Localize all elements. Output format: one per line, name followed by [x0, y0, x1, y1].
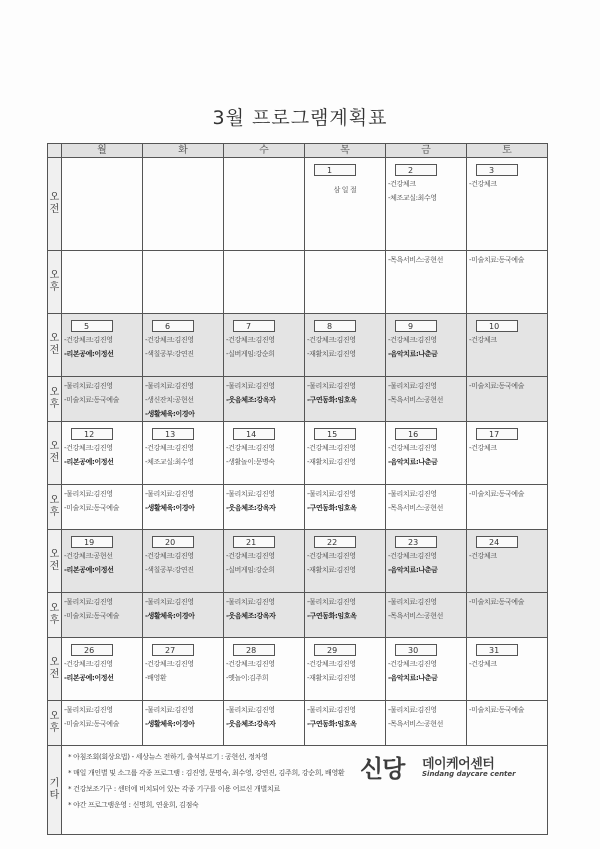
pm-label: 오 후 — [48, 701, 62, 746]
program-entry: -물리치료:김진영 — [145, 598, 194, 606]
program-entry: -구연동화:임호옥 — [307, 612, 357, 620]
program-entry: -미술치료:동국예술 — [469, 706, 524, 714]
week-3-am-row — [48, 422, 548, 485]
day-number: 6 — [152, 320, 194, 332]
day-cell — [467, 701, 548, 746]
day-cell — [467, 314, 548, 377]
program-entry: -건강체크:김진영 — [388, 444, 437, 452]
program-entry: -체조교실:최수영 — [388, 194, 437, 202]
weekday-header-row — [48, 144, 548, 158]
program-entry: -생활놀이:문명숙 — [226, 458, 275, 466]
week-2-am-row — [48, 314, 548, 377]
program-entry: -물리치료:김진영 — [64, 382, 113, 390]
day-cell — [224, 593, 305, 638]
day-cell — [386, 251, 467, 314]
day-cell — [467, 485, 548, 530]
program-entry: -건강체크:김진영 — [145, 336, 194, 344]
program-entry: -물리치료:김진영 — [226, 382, 275, 390]
logo-sub-text: 데이케어센터 — [422, 757, 495, 772]
program-entry: -건강체크:김진영 — [226, 336, 275, 344]
program-entry: -리본공예:이정선 — [64, 350, 114, 358]
day-number: 24 — [476, 536, 518, 548]
program-entry: -미술치료:동국예술 — [469, 382, 524, 390]
program-entry: 삼 일 절 — [333, 186, 357, 194]
program-entry: -물리치료:김진영 — [307, 382, 356, 390]
program-entry: -색칠공부:강연진 — [145, 566, 194, 574]
note-line: * 아침조회(회상요법) - 세상뉴스 전하기, 출석부르기 : 공현선, 정차영 — [68, 753, 268, 761]
day-cell — [143, 314, 224, 377]
day-number: 8 — [314, 320, 356, 332]
header-corner — [48, 144, 62, 158]
day-number: 28 — [233, 644, 275, 656]
day-cell — [386, 638, 467, 701]
pm-label: 오 후 — [48, 377, 62, 422]
program-entry: -재활치료:김진영 — [307, 674, 356, 682]
program-entry: -건강체크 — [388, 180, 416, 188]
program-entry: -물리치료:김진영 — [145, 382, 194, 390]
program-entry: -물리치료:김진영 — [64, 706, 113, 714]
week-2-pm-row — [48, 377, 548, 422]
day-cell — [305, 422, 386, 485]
note-line: * 매일 개인별 및 소그룹 각종 프로그램 : 김진영, 문명숙, 최수영, 강연진, 김주희, 강순희, 배영환 — [68, 769, 345, 777]
weekday-header: 목 — [305, 144, 386, 158]
program-entry: -건강체크:김진영 — [64, 444, 113, 452]
program-entry: -물리치료:김진영 — [307, 706, 356, 714]
program-entry: -웃음체조:강옥자 — [226, 396, 276, 404]
day-cell — [224, 251, 305, 314]
program-entry: -물리치료:김진영 — [388, 382, 437, 390]
note-line: * 건강보조기구 : 센터에 비치되어 있는 각종 기구를 이용 어르신 개별치료 — [68, 785, 280, 793]
program-entry: -물리치료:김진영 — [226, 490, 275, 498]
day-cell — [143, 422, 224, 485]
am-label: 오 전 — [48, 638, 62, 701]
am-label: 오 전 — [48, 314, 62, 377]
program-entry: -물리치료:김진영 — [307, 490, 356, 498]
day-cell — [224, 314, 305, 377]
program-entry: -목욕서비스:공현선 — [388, 504, 443, 512]
program-entry: -미술치료:동국예술 — [64, 612, 119, 620]
program-entry: -건강체크:김진영 — [64, 336, 113, 344]
program-entry: -리본공예:이정선 — [64, 566, 114, 574]
day-number: 21 — [233, 536, 275, 548]
program-entry: -미술치료:동국예술 — [469, 598, 524, 606]
program-entry: -물리치료:김진영 — [226, 598, 275, 606]
program-entry: -체조교실:최수영 — [145, 458, 194, 466]
day-cell — [224, 530, 305, 593]
day-cell — [224, 158, 305, 251]
program-entry: -음악치료:나춘금 — [388, 458, 438, 466]
day-number: 2 — [395, 164, 437, 176]
day-cell — [62, 530, 143, 593]
program-entry: -생활체육:이경아 — [145, 612, 195, 620]
program-entry: -물리치료:김진영 — [64, 598, 113, 606]
program-entry: -음악치료:나춘금 — [388, 674, 438, 682]
day-cell — [62, 701, 143, 746]
day-cell — [62, 422, 143, 485]
day-cell — [143, 593, 224, 638]
program-entry: -목욕서비스:공현선 — [388, 612, 443, 620]
day-number: 9 — [395, 320, 437, 332]
program-entry: -생활체육:이경아 — [145, 720, 195, 728]
day-cell — [224, 638, 305, 701]
day-cell — [62, 638, 143, 701]
day-cell — [305, 638, 386, 701]
day-number: 27 — [152, 644, 194, 656]
day-cell — [305, 377, 386, 422]
program-entry: -미술치료:동국예술 — [469, 256, 524, 264]
day-number: 13 — [152, 428, 194, 440]
program-entry: -물리치료:김진영 — [64, 490, 113, 498]
day-cell — [62, 158, 143, 251]
day-cell — [62, 314, 143, 377]
program-entry: -음악치료:나춘금 — [388, 566, 438, 574]
program-entry: -생활체육:이경아 — [145, 504, 195, 512]
weekday-header: 화 — [143, 144, 224, 158]
schedule-table — [47, 143, 548, 835]
day-cell — [305, 701, 386, 746]
page-title: 3월 프로그램계획표 — [212, 107, 388, 129]
day-number: 10 — [476, 320, 518, 332]
day-cell — [305, 314, 386, 377]
day-cell — [305, 158, 386, 251]
program-entry: -건강체크:김진영 — [388, 660, 437, 668]
day-cell — [305, 485, 386, 530]
day-cell — [467, 638, 548, 701]
day-cell — [386, 377, 467, 422]
logo-main-text: 신당 — [360, 755, 405, 783]
program-entry: -구연동화:임호옥 — [307, 504, 357, 512]
day-cell — [305, 530, 386, 593]
program-entry: -건강체크 — [469, 660, 497, 668]
pm-label: 오 후 — [48, 485, 62, 530]
program-entry: -웃음체조:강옥자 — [226, 612, 276, 620]
day-cell — [62, 251, 143, 314]
program-entry: -웃음체조:강옥자 — [226, 720, 276, 728]
day-number: 30 — [395, 644, 437, 656]
program-entry: -건강체크:김진영 — [145, 660, 194, 668]
day-cell — [386, 593, 467, 638]
logo-english-text: Sindang daycare center — [422, 770, 516, 778]
week-1-am-row — [48, 158, 548, 251]
day-cell — [386, 485, 467, 530]
day-cell — [224, 485, 305, 530]
day-number: 26 — [71, 644, 113, 656]
am-label: 오 전 — [48, 158, 62, 251]
day-cell — [386, 314, 467, 377]
day-cell — [386, 422, 467, 485]
program-entry: -물리치료:김진영 — [307, 598, 356, 606]
day-number: 14 — [233, 428, 275, 440]
day-cell — [62, 485, 143, 530]
day-cell — [224, 701, 305, 746]
day-cell — [305, 593, 386, 638]
program-entry: -건강체크:김진영 — [307, 552, 356, 560]
program-entry: -생신잔치:공현선 — [145, 396, 194, 404]
program-entry: -목욕서비스:공현선 — [388, 396, 443, 404]
program-entry: -웃음체조:강옥자 — [226, 504, 276, 512]
program-entry: -건강체크 — [469, 444, 497, 452]
day-cell — [62, 377, 143, 422]
day-cell — [143, 530, 224, 593]
day-number: 1 — [314, 164, 356, 176]
day-number: 3 — [476, 164, 518, 176]
am-label: 오 전 — [48, 422, 62, 485]
note-line: * 야간 프로그램운영 : 신명희, 연윤희, 김점숙 — [68, 801, 199, 809]
program-entry: -물리치료:김진영 — [388, 706, 437, 714]
program-entry: -건강체크:김진영 — [307, 660, 356, 668]
day-number: 22 — [314, 536, 356, 548]
day-cell — [143, 251, 224, 314]
day-number: 19 — [71, 536, 113, 548]
program-entry: -건강체크 — [469, 180, 497, 188]
program-entry: -건강체크:김진영 — [388, 336, 437, 344]
program-entry: -배영환 — [145, 674, 167, 682]
day-number: 31 — [476, 644, 518, 656]
program-entry: -건강체크:김진영 — [388, 552, 437, 560]
day-cell — [62, 593, 143, 638]
day-number: 20 — [152, 536, 194, 548]
program-entry: -건강체크 — [469, 336, 497, 344]
day-number: 15 — [314, 428, 356, 440]
program-entry: -건강체크:김진영 — [64, 660, 113, 668]
day-cell — [386, 530, 467, 593]
day-cell — [305, 251, 386, 314]
weekday-header: 금 — [386, 144, 467, 158]
day-number: 16 — [395, 428, 437, 440]
program-entry: -건강체크:김진영 — [226, 660, 275, 668]
day-number: 29 — [314, 644, 356, 656]
program-entry: -실버게임:강순희 — [226, 566, 275, 574]
day-cell — [467, 377, 548, 422]
program-entry: -목욕서비스:공현선 — [388, 256, 443, 264]
day-cell — [224, 422, 305, 485]
program-entry: -건강체크:김진영 — [145, 552, 194, 560]
program-entry: -미술치료:동국예술 — [469, 490, 524, 498]
program-entry: -건강체크:김진영 — [145, 444, 194, 452]
day-cell — [467, 158, 548, 251]
program-entry: -물리치료:김진영 — [388, 490, 437, 498]
week-3-pm-row — [48, 485, 548, 530]
program-entry: -구연동화:임호옥 — [307, 396, 357, 404]
day-number: 17 — [476, 428, 518, 440]
day-number: 12 — [71, 428, 113, 440]
day-cell — [386, 701, 467, 746]
program-entry: -실버게임:강순희 — [226, 350, 275, 358]
program-entry: -건강체크:공현선 — [64, 552, 113, 560]
day-cell — [143, 377, 224, 422]
program-entry: -미술치료:동국예술 — [64, 504, 119, 512]
program-entry: -물리치료:김진영 — [145, 706, 194, 714]
day-cell — [386, 158, 467, 251]
program-entry: -생활체육:이경아 — [145, 410, 195, 418]
day-cell — [467, 422, 548, 485]
program-entry: -건강체크:김진영 — [226, 444, 275, 452]
day-cell — [467, 530, 548, 593]
week-4-am-row — [48, 530, 548, 593]
day-cell — [143, 485, 224, 530]
day-cell — [143, 701, 224, 746]
program-entry: -옛놀이:김주희 — [226, 674, 269, 682]
program-entry: -미술치료:동국예술 — [64, 396, 119, 404]
day-cell — [224, 377, 305, 422]
day-cell — [143, 638, 224, 701]
day-number: 7 — [233, 320, 275, 332]
weekday-header: 수 — [224, 144, 305, 158]
day-cell — [467, 593, 548, 638]
center-logo — [360, 752, 550, 782]
am-label: 오 전 — [48, 530, 62, 593]
program-entry: -물리치료:김진영 — [226, 706, 275, 714]
week-4-pm-row — [48, 593, 548, 638]
week-5-am-row — [48, 638, 548, 701]
program-entry: -건강체크 — [469, 552, 497, 560]
program-entry: -구연동화:임호옥 — [307, 720, 357, 728]
etc-label: 기 타 — [48, 746, 62, 835]
program-entry: -재활치료:김진영 — [307, 458, 356, 466]
program-entry: -음악치료:나춘금 — [388, 350, 438, 358]
pm-label: 오 후 — [48, 593, 62, 638]
weekday-header: 월 — [62, 144, 143, 158]
day-number: 23 — [395, 536, 437, 548]
program-entry: -물리치료:김진영 — [145, 490, 194, 498]
day-number: 5 — [71, 320, 113, 332]
program-entry: -목욕서비스:공현선 — [388, 720, 443, 728]
day-cell — [143, 158, 224, 251]
program-entry: -건강체크:김진영 — [226, 552, 275, 560]
program-entry: -재활치료:김진영 — [307, 566, 356, 574]
week-1-pm-row — [48, 251, 548, 314]
pm-label: 오 후 — [48, 251, 62, 314]
program-entry: -재활치료:김진영 — [307, 350, 356, 358]
program-entry: -물리치료:김진영 — [388, 598, 437, 606]
program-entry: -건강체크:김진영 — [307, 336, 356, 344]
program-entry: -리본공예:이정선 — [64, 674, 114, 682]
week-5-pm-row — [48, 701, 548, 746]
program-entry: -미술치료:동국예술 — [64, 720, 119, 728]
weekday-header: 토 — [467, 144, 548, 158]
program-entry: -리본공예:이정선 — [64, 458, 114, 466]
program-entry: -색칠공부:강연진 — [145, 350, 194, 358]
day-cell — [467, 251, 548, 314]
program-entry: -건강체크:김진영 — [307, 444, 356, 452]
